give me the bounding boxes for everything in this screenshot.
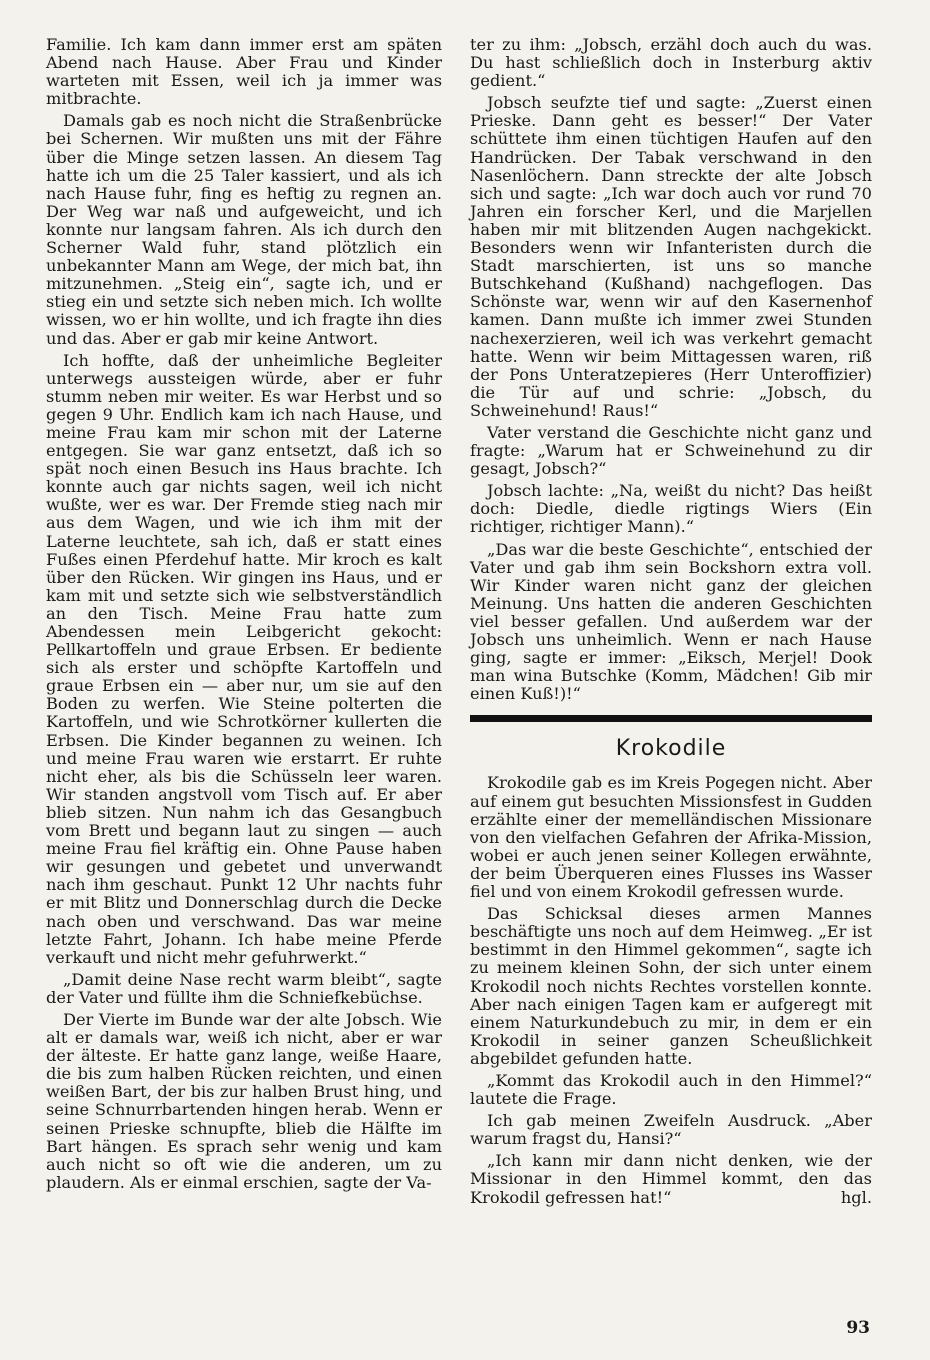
paragraph: Damals gab es noch nicht die Straßenbrücke bei Schernen. Wir mußten uns mit der Fähre über die Minge setzen lassen. An diesem Tag hatte ich um die 25 Taler kassiert, und als ich nach Hause fuhr, fing es heftig zu regnen an. Der Weg war naß und aufgeweicht, und ich konnte nur langsam fahren. Als ich durch den Scherner Wald fuhr, stand plötzlich ein unbekannter Mann am Wege, der mich bat, ihn mitzunehmen. „Steig ein“, sagte ich, und er stieg ein und setzte sich neben mich. Ich wollte wissen, wo er hin wollte, und ich fragte ihn dies und das. Aber er gab mir keine Antwort. <box>46 111 442 348</box>
paragraph: Vater verstand die Geschichte nicht ganz und fragte: „Warum hat er Schweinehund zu dir gesagt, Jobsch?“ <box>470 422 872 479</box>
paragraph: „Das war die beste Geschichte“, entschied der Vater und gab ihm sein Bockshorn extra voll. Wir Kinder waren nicht ganz der gleichen Meinung. Uns hatten die anderen Geschichten viel besser gefallen. Und außerdem war der Jobsch uns unheimlich. Wenn er nach Hause ging, sagte er immer: „Eiksch, Merjel! Dook man wina Butschke (Komm, Mädchen! Gib mir einen Kuß!)!“ <box>470 539 872 704</box>
closing-text: „Ich kann mir dann nicht denken, wie der Missionar in den Himmel kommt, den das Krokodil gefressen hat!“ <box>470 1151 872 1207</box>
page-number: 93 <box>846 1318 870 1338</box>
paragraph: Krokodile gab es im Kreis Pogegen nicht. Aber auf einem gut besuchten Missionsfest in Gudden erzählte einer der memelländischen Missionare von den vielfachen Gefahren der Afrika-Mission, wobei er auch jenen seiner Kollegen erwähnte, der beim Überqueren eines Flusses ins Wasser fiel und von einem Krokodil gefressen wurde. <box>470 773 872 902</box>
paragraph: Der Vierte im Bunde war der alte Jobsch. Wie alt er damals war, weiß ich nicht, aber er war der älteste. Er hatte ganz lange, weiße Haare, die bis zum halben Rücken reichten, und einen weißen Bart, der bis zur halben Brust hing, und seine Schnurrbartenden hingen herab. Wenn er seinen Prieske schnupfte, blieb die Hälfte im Bart hängen. Es sprach sehr wenig und kam auch nicht so oft wie die anderen, um zu plaudern. Als er einmal erschien, sagte der Va- <box>46 1009 442 1192</box>
closing-paragraph <box>470 1152 872 1206</box>
paragraph: Das Schicksal dieses armen Mannes beschäftigte uns noch auf dem Heimweg. „Er ist bestimmt in den Himmel gekommen“, sagte ich zu meinem kleinen Sohn, der sich unter einem Krokodil noch nichts Rechtes vorstellen konnte. Aber nach einigen Tagen kam er aufgeregt mit einem Naturkundebuch zu mir, in dem er ein Krokodil in seiner ganzen Scheußlichkeit abgebildet gefunden hatte. <box>470 904 872 1068</box>
left-column <box>46 36 442 1196</box>
paragraph: Jobsch seufzte tief und sagte: „Zuerst einen Prieske. Dann geht es besser!“ Der Vater schüttete ihm einen tüchtigen Haufen auf den Handrücken. Der Tabak verschwand in den Nasenlöchern. Dann streckte der alte Jobsch sich und sagte: „Ich war doch auch vor rund 70 Jahren ein forscher Kerl, und die Marjellen haben mir mit blitzenden Augen nachgekickt. Besonders wenn wir Infanteristen durch die Stadt marschierten, ist uns so manche Butschkehand (Kußhand) nachgeflogen. Das Schönste war, wenn wir auf den Kasernenhof kamen. Dann mußte ich immer zwei Stunden nachexerzieren, weil ich was verkehrt gemacht hatte. Wenn wir beim Mittagessen waren, riß der Pons Unteratzepieres (Herr Unteroffizier) die Tür auf und schrie: „Jobsch, du Schweinehund! Raus!“ <box>470 93 872 420</box>
right-column <box>470 36 872 1211</box>
paragraph: „Kommt das Krokodil auch in den Himmel?“ lautete die Frage. <box>470 1070 872 1109</box>
section-title: Krokodile <box>615 736 727 762</box>
paragraph: Ich gab meinen Zweifeln Ausdruck. „Aber warum fragst du, Hansi?“ <box>470 1111 872 1149</box>
paragraph: „Damit deine Nase recht warm bleibt“, sagte der Vater und füllte ihm die Schniefkebüchse. <box>46 969 442 1007</box>
author-signature: hgl. <box>840 1187 872 1207</box>
paragraph: Jobsch lachte: „Na, weißt du nicht? Das heißt doch: Diedle, diedle rigtings Wiers (Ein richtiger, richtiger Mann).“ <box>470 481 872 537</box>
section-divider <box>470 715 872 722</box>
paragraph: Familie. Ich kam dann immer erst am späten Abend nach Hause. Aber Frau und Kinder warteten mit Essen, weil ich ja immer was mitbrachte. <box>46 35 442 109</box>
paragraph: Ich hoffte, daß der unheimliche Begleiter unterwegs aussteigen würde, aber er fuhr stumm neben mir weiter. Es war Herbst und so gegen 9 Uhr. Endlich kam ich nach Hause, und meine Frau kam mir schon mit der Laterne entgegen. Sie war ganz entsetzt, daß ich so spät noch einen Besuch ins Haus brachte. Ich konnte auch gar nichts sagen, weil ich nicht wußte, wer es war. Der Fremde stieg nach mir aus dem Wagen, und wie ich ihm mit der Laterne leuchtete, sah ich, daß er statt eines Fußes einen Pferdehuf hatte. Mir kroch es kalt über den Rücken. Wir gingen ins Haus, und er kam mit und setzte sich wie selbstverständlich an den Tisch. Meine Frau hatte zum Abendessen mein Leibgericht gekocht: Pellkartoffeln und graue Erbsen. Er bediente sich als erster und schöpfte Kartoffeln und graue Erbsen ein — aber nur, um sie auf den Boden zu werfen. Wie Steine polterten die Kartoffeln, und wie Schrotkörner kullerten die Erbsen. Die Kinder begannen zu weinen. Ich und meine Frau waren wie erstarrt. Er ruhte nicht eher, als bis die Schüsseln leer waren. Wir standen angstvoll vom Tisch auf. Er aber blieb sitzen. Nun nahm ich das Gesangbuch vom Brett und begann laut zu singen — auch meine Frau fiel kräftig ein. Ohne Pause haben wir gesungen und gebetet und unverwandt nach ihm geschaut. Punkt 12 Uhr nachts fuhr er mit Blitz und Donnerschlag durch die Decke nach oben und verschwand. Das war meine letzte Fahrt, Johann. Ich habe meine Pferde verkauft und nicht mehr gefuhrwerkt.“ <box>46 350 442 967</box>
paragraph: ter zu ihm: „Jobsch, erzähl doch auch du was. Du hast schließlich doch in Insterburg aktiv gedient.“ <box>470 35 872 91</box>
